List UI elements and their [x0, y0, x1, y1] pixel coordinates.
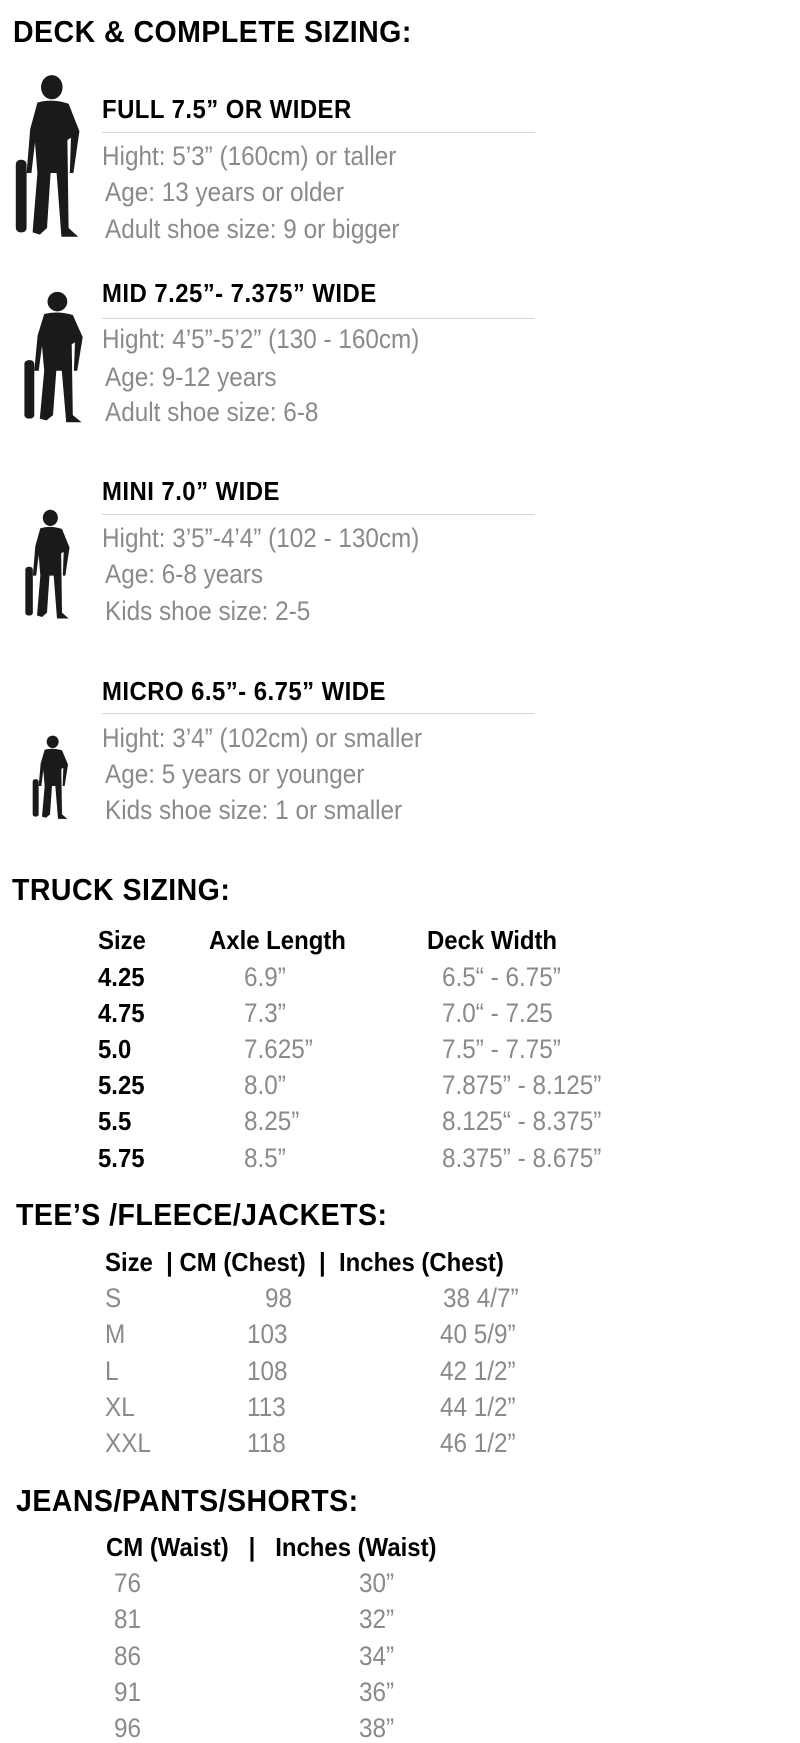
- truck-table-cell: 7.875” - 8.125”: [442, 1070, 602, 1100]
- truck-table-cell: 5.0: [98, 1034, 132, 1064]
- divider: [102, 514, 535, 515]
- jeans-table-header: CM (Waist) | Inches (Waist): [106, 1532, 437, 1562]
- deck-size-detail: Age: 13 years or older: [105, 177, 345, 207]
- truck-table-cell: 8.25”: [244, 1106, 300, 1136]
- tees-cm-cell: 118: [247, 1428, 286, 1458]
- tees-cm-cell: 108: [247, 1356, 288, 1386]
- truck-section-title: TRUCK SIZING:: [12, 872, 231, 907]
- tees-size-cell: XL: [105, 1392, 135, 1422]
- divider: [102, 318, 535, 319]
- tees-table-header: Size | CM (Chest) | Inches (Chest): [105, 1247, 504, 1277]
- skater-silhouette-icon: [30, 735, 70, 820]
- deck-size-detail: Adult shoe size: 9 or bigger: [105, 214, 400, 244]
- truck-table-cell: 8.125“ - 8.375”: [442, 1106, 602, 1136]
- divider: [102, 713, 535, 714]
- truck-table-cell: 7.0“ - 7.25: [442, 998, 553, 1028]
- truck-table-header: Size: [98, 925, 146, 955]
- tees-size-cell: L: [105, 1356, 119, 1386]
- truck-table-cell: 7.5” - 7.75”: [442, 1034, 561, 1064]
- truck-table-cell: 8.375” - 8.675”: [442, 1143, 602, 1173]
- tees-size-cell: M: [105, 1319, 126, 1349]
- deck-size-heading: FULL 7.5” OR WIDER: [102, 94, 352, 124]
- jeans-inches-cell: 34”: [359, 1641, 395, 1671]
- tees-inches-cell: 46 1/2”: [440, 1428, 516, 1458]
- tees-section-title: TEE’S /FLEECE/JACKETS:: [16, 1197, 388, 1232]
- tees-cm-cell: 98: [265, 1283, 293, 1313]
- tees-inches-cell: 40 5/9”: [440, 1319, 516, 1349]
- tees-cm-cell: 103: [247, 1319, 288, 1349]
- jeans-cm-cell: 96: [114, 1713, 142, 1743]
- truck-table-cell: 8.5”: [244, 1143, 286, 1173]
- tees-size-cell: XXL: [105, 1428, 151, 1458]
- truck-table-cell: 7.625”: [244, 1034, 313, 1064]
- deck-size-detail: Age: 5 years or younger: [105, 759, 365, 789]
- truck-table-cell: 6.9”: [244, 962, 286, 992]
- deck-size-detail: Hight: 3’5”-4’4” (102 - 130cm): [102, 523, 420, 553]
- tees-inches-cell: 44 1/2”: [440, 1392, 516, 1422]
- jeans-inches-cell: 38”: [359, 1713, 395, 1743]
- jeans-cm-cell: 76: [114, 1568, 142, 1598]
- skater-silhouette-icon: [11, 74, 83, 239]
- deck-size-detail: Hight: 5’3” (160cm) or taller: [102, 141, 397, 171]
- deck-size-detail: Age: 9-12 years: [105, 362, 277, 392]
- truck-table-header: Deck Width: [427, 925, 558, 955]
- truck-table-header: Axle Length: [209, 925, 346, 955]
- truck-table-cell: 8.0”: [244, 1070, 286, 1100]
- tees-size-cell: S: [105, 1283, 122, 1313]
- jeans-inches-cell: 36”: [359, 1677, 395, 1707]
- jeans-section-title: JEANS/PANTS/SHORTS:: [16, 1483, 359, 1518]
- deck-size-detail: Age: 6-8 years: [105, 559, 264, 589]
- truck-table-cell: 6.5“ - 6.75”: [442, 962, 561, 992]
- truck-table-cell: 5.5: [98, 1106, 132, 1136]
- deck-size-detail: Hight: 4’5”-5’2” (130 - 160cm): [102, 324, 420, 354]
- truck-table-cell: 4.25: [98, 962, 145, 992]
- deck-size-heading: MID 7.25”- 7.375” WIDE: [102, 278, 377, 308]
- tees-inches-cell: 38 4/7”: [443, 1283, 519, 1313]
- deck-size-detail: Hight: 3’4” (102cm) or smaller: [102, 723, 423, 753]
- jeans-inches-cell: 30”: [359, 1568, 395, 1598]
- truck-table-cell: 7.3”: [244, 998, 286, 1028]
- truck-table-cell: 5.25: [98, 1070, 145, 1100]
- deck-section-title: DECK & COMPLETE SIZING:: [13, 14, 412, 49]
- jeans-cm-cell: 81: [114, 1604, 142, 1634]
- skater-silhouette-icon: [22, 509, 72, 620]
- deck-size-detail: Kids shoe size: 1 or smaller: [105, 795, 403, 825]
- divider: [102, 132, 535, 133]
- deck-size-heading: MINI 7.0” WIDE: [102, 476, 280, 506]
- tees-cm-cell: 113: [247, 1392, 286, 1422]
- jeans-cm-cell: 91: [114, 1677, 142, 1707]
- deck-size-heading: MICRO 6.5”- 6.75” WIDE: [102, 676, 386, 706]
- jeans-cm-cell: 86: [114, 1641, 142, 1671]
- truck-table-cell: 5.75: [98, 1143, 145, 1173]
- jeans-inches-cell: 32”: [359, 1604, 395, 1634]
- deck-size-detail: Adult shoe size: 6-8: [105, 397, 319, 427]
- deck-size-detail: Kids shoe size: 2-5: [105, 596, 311, 626]
- skater-silhouette-icon: [20, 291, 86, 424]
- truck-table-cell: 4.75: [98, 998, 145, 1028]
- tees-inches-cell: 42 1/2”: [440, 1356, 516, 1386]
